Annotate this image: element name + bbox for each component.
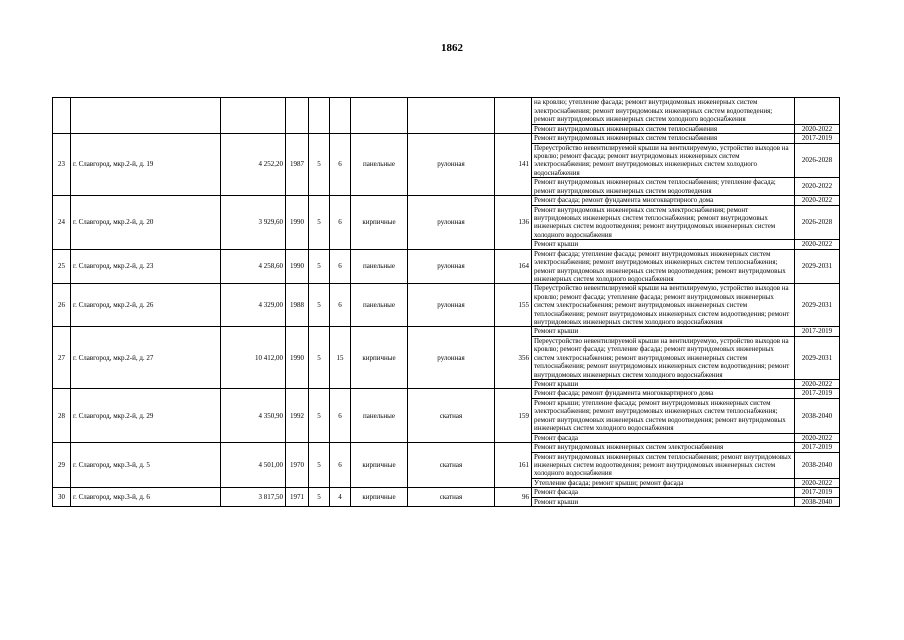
empty-cell (330, 98, 351, 134)
work-description: Утепление фасада; ремонт крыши; ремонт фасада (532, 478, 795, 488)
work-description: на кровлю; утепление фасада; ремонт внутридомовых инженерных систем электроснабжения; ремонт внутридомовых инженерных систем водоотведения; ремонт внутридомовых инженерных систем холодного водоснабжения (532, 98, 795, 125)
row-number: 25 (53, 249, 71, 284)
floors-count: 5 (309, 196, 330, 250)
build-year: 1987 (286, 134, 309, 196)
work-period: 2017-2019 (795, 488, 840, 498)
empty-cell (286, 98, 309, 134)
floors-count: 5 (309, 443, 330, 488)
table-row (53, 196, 840, 206)
work-period (795, 98, 840, 125)
floors-count: 5 (309, 249, 330, 284)
table-row (53, 443, 840, 453)
table-row (53, 284, 840, 327)
wall-material: панельные (351, 389, 408, 443)
residents-count: 159 (495, 389, 532, 443)
work-period: 2020-2022 (795, 178, 840, 196)
roof-type: рулонная (408, 196, 495, 250)
work-period: 2038-2040 (795, 497, 840, 507)
work-period: 2017-2019 (795, 443, 840, 453)
entrances-count: 6 (330, 284, 351, 327)
empty-cell (53, 98, 71, 134)
work-description: Ремонт внутридомовых инженерных систем теплоснабжения; утепление фасада; ремонт внутридомовых инженерных систем водоотведения (532, 178, 795, 196)
work-description: Ремонт фасада (532, 488, 795, 498)
row-number: 29 (53, 443, 71, 488)
entrances-count: 6 (330, 249, 351, 284)
work-period: 2017-2019 (795, 327, 840, 337)
floors-count: 5 (309, 488, 330, 507)
table-row (53, 249, 840, 284)
empty-cell (495, 98, 532, 134)
empty-cell (351, 98, 408, 134)
roof-type: скатная (408, 443, 495, 488)
empty-cell (221, 98, 286, 134)
table-row (53, 134, 840, 144)
work-description: Ремонт внутридомовых инженерных систем теплоснабжения (532, 134, 795, 144)
empty-cell (408, 98, 495, 134)
house-area: 4 252,20 (221, 134, 286, 196)
residents-count: 161 (495, 443, 532, 488)
work-description: Переустройство невентилируемой крыши на вентилируемую, устройство выходов на кровлю; ремонт фасада; утепление фасада; ремонт внутридомовых инженерных систем электроснабжения; ремонт внутридомовых инженерных систем теплоснабжения; ремонт внутридомовых инженерных систем водоотведения; ремонт внутридомовых инженерных систем холодного водоснабжения (532, 336, 795, 379)
work-period: 2038-2040 (795, 452, 840, 478)
house-area: 3 929,60 (221, 196, 286, 250)
entrances-count: 6 (330, 389, 351, 443)
wall-material: панельные (351, 284, 408, 327)
house-address: г. Славгород, мкр.3-й, д. 6 (71, 488, 221, 507)
work-description: Ремонт крыши (532, 327, 795, 337)
work-period: 2029-2031 (795, 284, 840, 327)
build-year: 1988 (286, 284, 309, 327)
roof-type: рулонная (408, 134, 495, 196)
work-description: Ремонт крыши (532, 240, 795, 250)
house-area: 4 329,00 (221, 284, 286, 327)
house-area: 4 258,60 (221, 249, 286, 284)
residents-count: 356 (495, 327, 532, 389)
work-period: 2020-2022 (795, 478, 840, 488)
entrances-count: 6 (330, 196, 351, 250)
work-description: Переустройство невентилируемой крыши на вентилируемую, устройство выходов на кровлю; ремонт фасада; утепление фасада; ремонт внутридомовых инженерных систем электроснабжения; ремонт внутридомовых инженерных систем теплоснабжения; ремонт внутридомовых инженерных систем водоотведения; ремонт внутридомовых инженерных систем холодного водоснабжения (532, 284, 795, 327)
row-number: 24 (53, 196, 71, 250)
wall-material: кирпичные (351, 443, 408, 488)
row-number: 30 (53, 488, 71, 507)
house-area: 4 350,90 (221, 389, 286, 443)
empty-cell (309, 98, 330, 134)
table-row (53, 98, 840, 125)
wall-material: кирпичные (351, 327, 408, 389)
floors-count: 5 (309, 134, 330, 196)
build-year: 1990 (286, 249, 309, 284)
build-year: 1992 (286, 389, 309, 443)
table-row (53, 389, 840, 399)
house-address: г. Славгород, мкр.2-й, д. 27 (71, 327, 221, 389)
page-number: 1862 (441, 42, 463, 54)
work-period: 2029-2031 (795, 249, 840, 284)
work-description: Ремонт фасада (532, 433, 795, 443)
house-address: г. Славгород, мкр.2-й, д. 19 (71, 134, 221, 196)
row-number: 23 (53, 134, 71, 196)
house-address: г. Славгород, мкр.2-й, д. 29 (71, 389, 221, 443)
work-description: Ремонт крыши (532, 379, 795, 389)
work-description: Ремонт внутридомовых инженерных систем теплоснабжения; ремонт внутридомовых инженерных систем водоотведения; ремонт внутридомовых инженерных систем холодного водоснабжения (532, 452, 795, 478)
floors-count: 5 (309, 284, 330, 327)
house-area: 10 412,00 (221, 327, 286, 389)
work-period: 2020-2022 (795, 196, 840, 206)
build-year: 1970 (286, 443, 309, 488)
residents-count: 155 (495, 284, 532, 327)
row-number: 26 (53, 284, 71, 327)
work-period: 2020-2022 (795, 124, 840, 134)
residents-count: 164 (495, 249, 532, 284)
empty-cell (71, 98, 221, 134)
work-period: 2020-2022 (795, 433, 840, 443)
work-period: 2017-2019 (795, 134, 840, 144)
residents-count: 96 (495, 488, 532, 507)
work-description: Ремонт внутридомовых инженерных систем электроснабжения; ремонт внутридомовых инженерных систем теплоснабжения; ремонт внутридомовых инженерных систем водоотведения; ремонт внутридомовых инженерных систем холодного водоснабжения (532, 205, 795, 240)
roof-type: рулонная (408, 284, 495, 327)
house-address: г. Славгород, мкр.2-й, д. 20 (71, 196, 221, 250)
wall-material: панельные (351, 134, 408, 196)
work-period: 2020-2022 (795, 240, 840, 250)
work-description: Ремонт внутридомовых инженерных систем электроснабжения (532, 443, 795, 453)
work-period: 2020-2022 (795, 379, 840, 389)
house-area: 4 501,00 (221, 443, 286, 488)
wall-material: кирпичные (351, 196, 408, 250)
work-period: 2029-2031 (795, 336, 840, 379)
work-description: Ремонт внутридомовых инженерных систем теплоснабжения (532, 124, 795, 134)
entrances-count: 6 (330, 134, 351, 196)
build-year: 1990 (286, 196, 309, 250)
roof-type: рулонная (408, 249, 495, 284)
house-address: г. Славгород, мкр.2-й, д. 23 (71, 249, 221, 284)
entrances-count: 15 (330, 327, 351, 389)
build-year: 1990 (286, 327, 309, 389)
work-description: Ремонт фасада; ремонт фундамента многоквартирного дома (532, 196, 795, 206)
roof-type: скатная (408, 488, 495, 507)
housing-repair-table (52, 97, 840, 507)
row-number: 27 (53, 327, 71, 389)
work-period: 2017-2019 (795, 389, 840, 399)
work-description: Ремонт фасада; утепление фасада; ремонт внутридомовых инженерных систем электроснабжения; ремонт внутридомовых инженерных систем теплоснабжения; ремонт внутридомовых инженерных систем водоотведения; ремонт внутридомовых инженерных систем холодного водоснабжения (532, 249, 795, 284)
house-address: г. Славгород, мкр.3-й, д. 5 (71, 443, 221, 488)
work-description: Переустройство невентилируемой крыши на вентилируемую, устройство выходов на кровлю; ремонт фасада; ремонт внутридомовых инженерных систем электроснабжения; ремонт внутридомовых инженерных систем холодного водоснабжения (532, 143, 795, 178)
work-description: Ремонт крыши (532, 497, 795, 507)
work-period: 2026-2028 (795, 205, 840, 240)
roof-type: скатная (408, 389, 495, 443)
entrances-count: 4 (330, 488, 351, 507)
house-area: 3 817,50 (221, 488, 286, 507)
residents-count: 136 (495, 196, 532, 250)
row-number: 28 (53, 389, 71, 443)
work-description: Ремонт крыши; утепление фасада; ремонт внутридомовых инженерных систем электроснабжения; ремонт внутридомовых инженерных систем теплоснабжения; ремонт внутридомовых инженерных систем водоотведения; ремонт внутридомовых инженерных систем холодного водоснабжения (532, 398, 795, 433)
work-period: 2026-2028 (795, 143, 840, 178)
table-row (53, 327, 840, 337)
wall-material: кирпичные (351, 488, 408, 507)
residents-count: 141 (495, 134, 532, 196)
floors-count: 5 (309, 389, 330, 443)
floors-count: 5 (309, 327, 330, 389)
table-row (53, 488, 840, 498)
work-description: Ремонт фасада; ремонт фундамента многоквартирного дома (532, 389, 795, 399)
house-address: г. Славгород, мкр.2-й, д. 26 (71, 284, 221, 327)
wall-material: панельные (351, 249, 408, 284)
work-period: 2038-2040 (795, 398, 840, 433)
entrances-count: 6 (330, 443, 351, 488)
build-year: 1971 (286, 488, 309, 507)
roof-type: рулонная (408, 327, 495, 389)
